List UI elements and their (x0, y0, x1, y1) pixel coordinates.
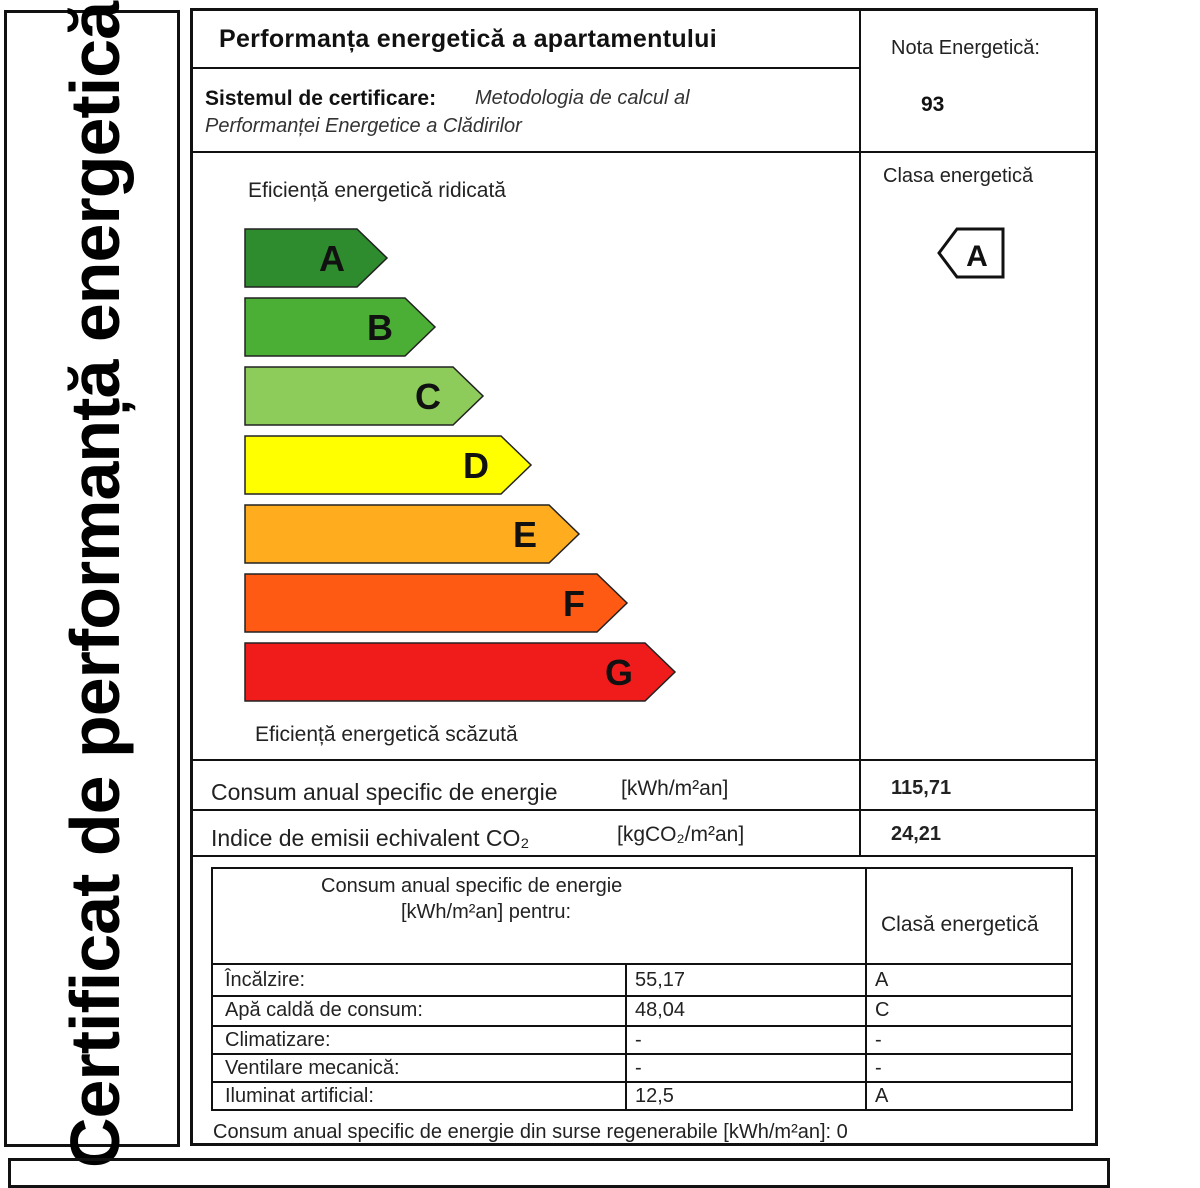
rating-letter-e: E (512, 514, 537, 555)
table-row-value: 12,5 (635, 1085, 674, 1107)
efficiency-low-label: Eficiență energetică scăzută (255, 723, 518, 746)
table-row-value: - (635, 1057, 642, 1079)
table-row-name: Climatizare: (225, 1029, 331, 1051)
divider (193, 855, 1097, 857)
side-title-panel (4, 1, 180, 1169)
rating-bar-b (245, 298, 435, 356)
table-column-divider (865, 869, 867, 1109)
current-class-marker (937, 225, 1007, 285)
current-class-letter: A (966, 240, 988, 273)
table-divider (213, 1081, 1071, 1083)
rating-letter-b: B (367, 307, 393, 348)
system-value-cont: Performanței Energetice a Clădirilor (205, 115, 522, 137)
emisii-unit: [kgCO₂/m²an] (617, 823, 745, 846)
divider (193, 759, 1097, 761)
table-divider (213, 963, 1071, 965)
table-row-class: - (875, 1057, 882, 1079)
table-row-class: A (875, 1085, 889, 1107)
table-column-divider (625, 963, 627, 1109)
emisii-value: 24,21 (891, 823, 942, 845)
table-row-name: Ventilare mecanică: (225, 1057, 400, 1079)
consum-unit: [kWh/m²an] (621, 777, 729, 800)
table-row-class: C (875, 999, 890, 1021)
efficiency-high-label: Eficiență energetică ridicată (248, 179, 506, 202)
rating-letter-d: D (463, 445, 489, 486)
renewable-consumption: Consum anual specific de energie din surse regenerabile [kWh/m²an]: 0 (213, 1121, 848, 1143)
table-divider (213, 1025, 1071, 1027)
consum-value: 115,71 (891, 777, 952, 799)
rating-letter-g: G (604, 652, 633, 693)
certificate-frame (190, 8, 1098, 1146)
page-title: Performanța energetică a apartamentului (219, 25, 717, 53)
rating-bar-c (245, 367, 483, 425)
divider (193, 809, 1097, 811)
next-section-box (8, 1158, 1110, 1188)
table-row-name: Iluminat artificial: (225, 1085, 374, 1107)
table-row-class: - (875, 1029, 882, 1051)
table-divider (213, 1053, 1071, 1055)
table-row-name: Încălzire: (225, 969, 306, 991)
system-value: Metodologia de calcul al (475, 87, 690, 109)
rating-bar-e (245, 505, 579, 563)
certificate-title: Certificat de performanță energetică (56, 1, 134, 1169)
rating-bar-f (245, 574, 627, 632)
energy-rating-scale (193, 11, 893, 731)
rating-bar-d (245, 436, 531, 494)
table-row-value: - (635, 1029, 642, 1051)
breakdown-header-unit: [kWh/m²an] pentru: (401, 901, 572, 923)
nota-label: Nota Energetică: (891, 37, 1040, 59)
system-label: Sistemul de certificare: (205, 87, 437, 110)
rating-letter-f: F (563, 583, 585, 624)
table-divider (213, 995, 1071, 997)
breakdown-class-header: Clasă energetică (881, 913, 1039, 936)
table-row-class: A (875, 969, 889, 991)
clasa-label: Clasa energetică (883, 165, 1034, 187)
breakdown-table (211, 867, 1073, 1111)
rating-bar-a (245, 229, 387, 287)
rating-letter-a: A (319, 238, 345, 279)
emisii-label: Indice de emisii echivalent CO₂ (211, 825, 530, 851)
table-row-value: 55,17 (635, 969, 686, 991)
consum-label: Consum anual specific de energie (211, 779, 558, 805)
table-row-value: 48,04 (635, 999, 686, 1021)
rating-letter-c: C (415, 376, 441, 417)
table-row-name: Apă caldă de consum: (225, 999, 423, 1021)
nota-value: 93 (921, 93, 945, 116)
rating-bar-g (245, 643, 675, 701)
breakdown-header: Consum anual specific de energie (321, 875, 623, 897)
